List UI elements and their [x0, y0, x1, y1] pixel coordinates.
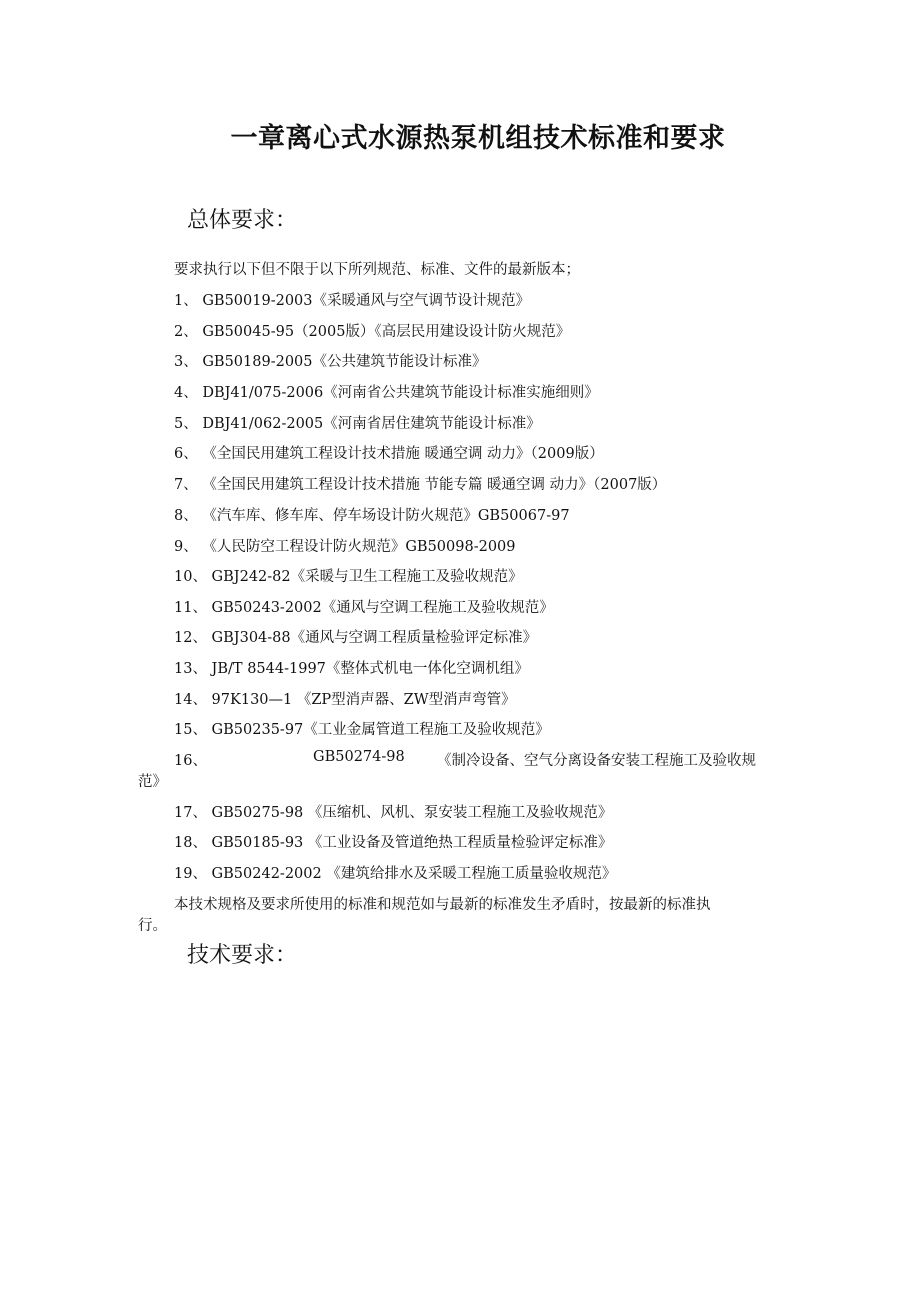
list-item: 6、 《全国民用建筑工程设计技术措施 暖通空调 动力》（2009版） [174, 446, 604, 462]
closing-paragraph-continuation: 行。 [138, 918, 167, 934]
list-item: 10、 GBJ242-82《采暖与卫生工程施工及验收规范》 [174, 569, 523, 585]
list-item: 12、 GBJ304-88《通风与空调工程质量检验评定标准》 [174, 630, 538, 646]
list-item: 1、 GB50019-2003《采暖通风与空气调节设计规范》 [174, 293, 530, 309]
list-item: 14、 97K130—1 《ZP型消声器、ZW型消声弯管》 [174, 692, 516, 708]
intro-text: 要求执行以下但不限于以下所列规范、标准、文件的最新版本； [174, 262, 580, 278]
list-item-continuation: 范》 [138, 774, 167, 790]
list-item: 7、 《全国民用建筑工程设计技术措施 节能专篇 暖通空调 动力》（2007版） [174, 477, 667, 493]
list-item: 2、 GB50045-95（2005版）《高层民用建设设计防火规范》 [174, 324, 571, 340]
list-item: 15、 GB50235-97《工业金属管道工程施工及验收规范》 [174, 722, 550, 738]
list-item: 18、 GB50185-93 《工业设备及管道绝热工程质量检验评定标准》 [174, 835, 613, 851]
list-item: 17、 GB50275-98 《压缩机、风机、泵安装工程施工及验收规范》 [174, 805, 613, 821]
list-item: 11、 GB50243-2002《通风与空调工程施工及验收规范》 [174, 600, 554, 616]
list-item: 3、 GB50189-2005《公共建筑节能设计标准》 [174, 354, 487, 370]
list-item: 19、 GB50242-2002 《建筑给排水及采暖工程施工质量验收规范》 [174, 866, 617, 882]
list-item-code: GB50274-98 [313, 749, 405, 765]
document-title: 一章离心式水源热泵机组技术标准和要求 [230, 123, 726, 154]
list-item: 13、 JB/T 8544-1997《整体式机电一体化空调机组》 [174, 661, 529, 677]
list-item-name: 《制冷设备、空气分离设备安装工程施工及验收规 [437, 753, 756, 769]
list-item: 5、 DBJ41/062-2005《河南省居住建筑节能设计标准》 [174, 416, 541, 432]
technical-requirements-heading: 技术要求： [187, 943, 298, 968]
list-item: 4、 DBJ41/075-2006《河南省公共建筑节能设计标准实施细则》 [174, 385, 599, 401]
list-item: 8、 《汽车库、修车库、停车场设计防火规范》GB50067-97 [174, 508, 570, 524]
closing-paragraph: 本技术规格及要求所使用的标准和规范如与最新的标准发生矛盾时，按最新的标准执 [174, 897, 711, 913]
list-item-number: 16、 [174, 753, 207, 769]
general-requirements-heading: 总体要求： [187, 208, 298, 233]
list-item: 9、 《人民防空工程设计防火规范》GB50098-2009 [174, 539, 516, 555]
